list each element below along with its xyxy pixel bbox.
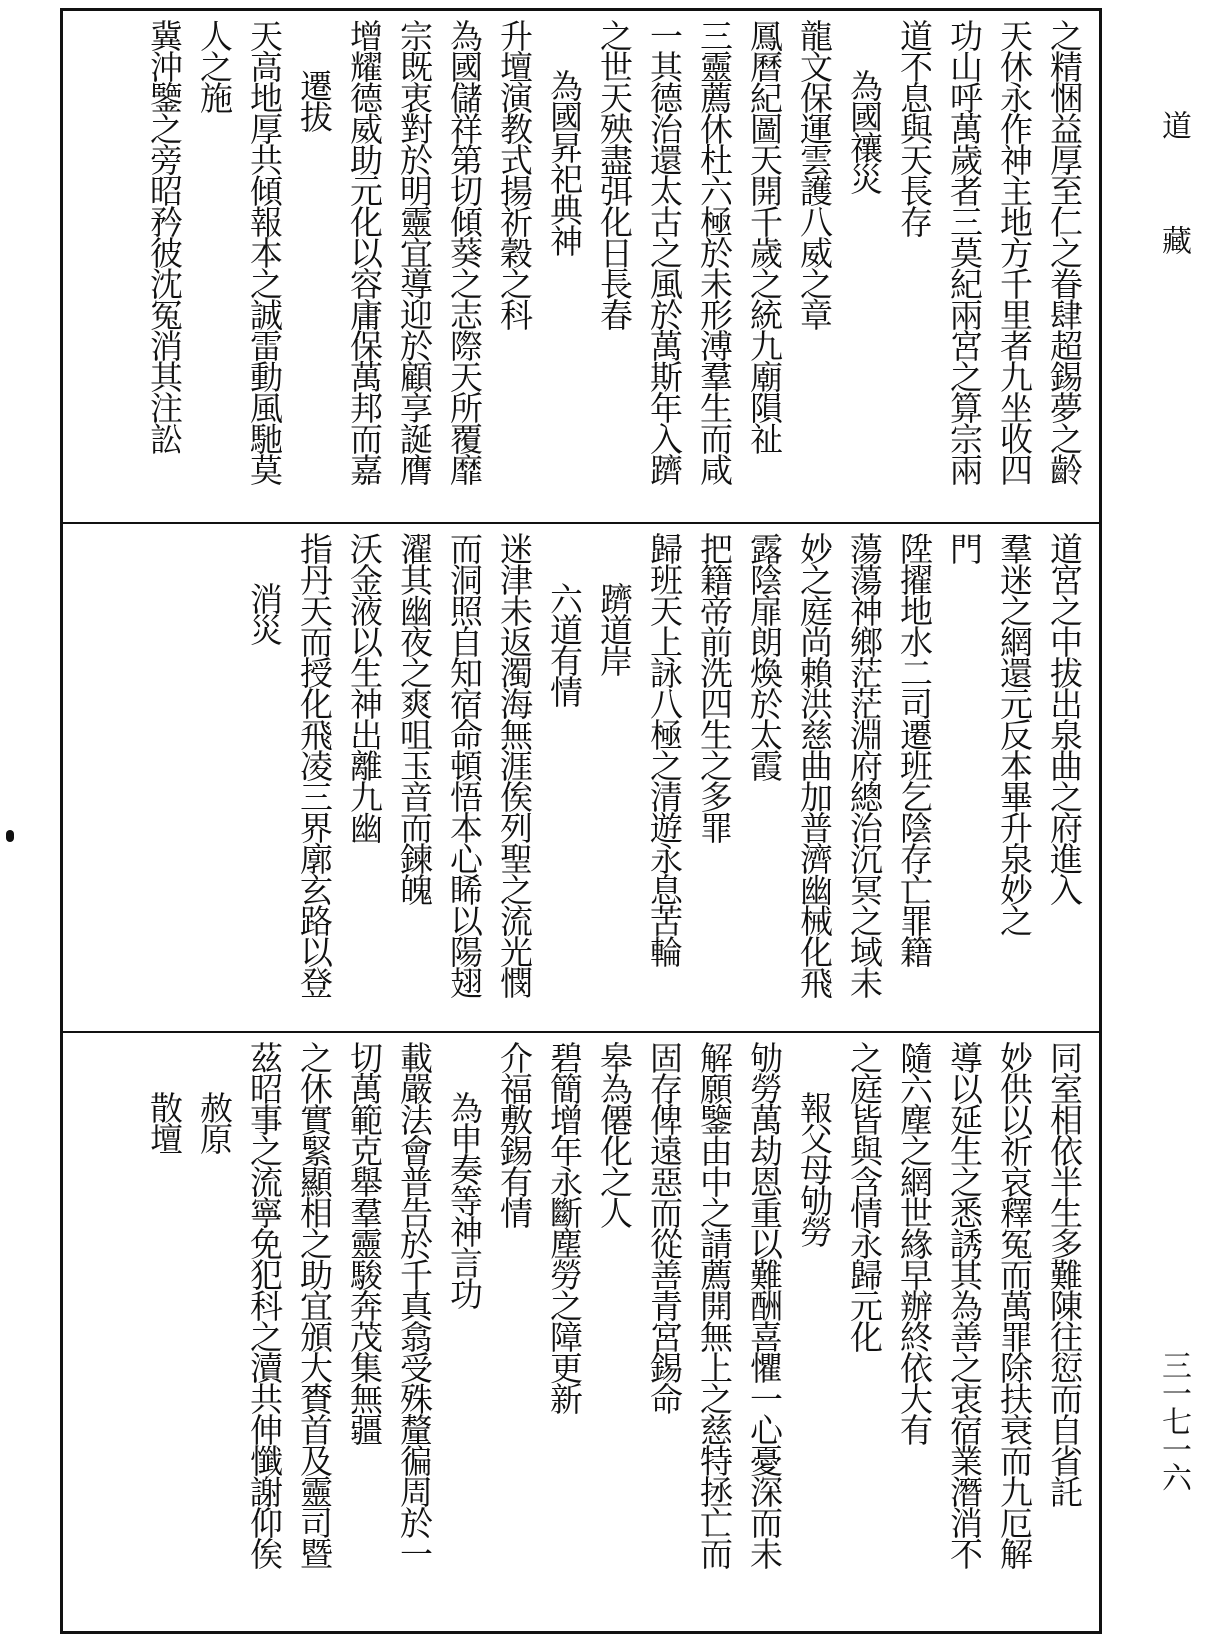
band1-column: 為國昇祀典神 [545, 69, 584, 255]
margin-title-bottom: 藏 [1156, 225, 1191, 257]
band1-column: 之世天殃盡弭化日長春 [595, 19, 634, 329]
band3-column: 赦原 [195, 1091, 234, 1153]
band1-column: 鳳曆紀圖天開千歲之統九廟隕祉 [745, 19, 784, 453]
band3-column: 固存俾遠惡而從善青宮錫命 [645, 1041, 684, 1413]
band3-column: 茲昭事之流寧免犯科之瀆共伸懺謝仰俟 [245, 1041, 284, 1568]
band3-column: 之庭皆與含情永歸元化 [845, 1041, 884, 1351]
band2-column: 躋道岸 [595, 582, 634, 675]
band2-column: 六道有情 [545, 582, 584, 706]
band2-column: 道宮之中拔出泉曲之府進入 [1045, 532, 1084, 904]
band3-column: 碧簡增年永斷塵勞之障更新 [545, 1041, 584, 1413]
band2-column: 陞擢地水二司遷班乞陰存亡罪籍 [895, 532, 934, 966]
text-band-bottom [63, 1031, 1099, 1633]
band2-column: 消災 [245, 582, 284, 644]
band1-column: 三靈薦休杜六極於未形溥羣生而咸 [695, 19, 734, 484]
band1-column: 天高地厚共傾報本之誠雷動風馳莫 [245, 19, 284, 484]
band3-column: 散壇 [145, 1091, 184, 1153]
band2-column: 指丹天而授化飛凌三界廓玄路以登 [295, 532, 334, 997]
band3-column: 之休實緊顯相之助宜頒大賚首及靈司暨 [295, 1041, 334, 1568]
band1-column: 遷拔 [295, 69, 334, 131]
band1-column: 為國禳災 [845, 69, 884, 193]
band3-column: 載嚴法會普告於千真翕受殊釐徧周於一 [395, 1041, 434, 1568]
band3-column: 報父母劬勞 [795, 1091, 834, 1246]
band1-column: 為國儲祥第切傾葵之志際天所覆靡 [445, 19, 484, 484]
band2-column: 濯其幽夜之爽咀玉音而鍊魄 [395, 532, 434, 904]
band3-column: 介福敷錫有情 [495, 1041, 534, 1227]
band3-column: 皋為僊化之人 [595, 1041, 634, 1227]
band3-column: 同室相依半生多難陳往愆而自省託 [1045, 1041, 1084, 1506]
band3-columns [75, 1041, 1087, 1625]
band3-column: 隨六塵之網世緣早辦終依大有 [895, 1041, 934, 1444]
band1-column: 升壇演教式揚祈穀之科 [495, 19, 534, 329]
ink-spot [6, 830, 14, 842]
band3-column: 切萬範克舉羣靈駿奔茂集無疆 [345, 1041, 384, 1444]
band1-column: 增耀德威助元化以容庸保萬邦而嘉 [345, 19, 384, 484]
band1-column: 冀沖鑒之旁昭矜彼沈冤消其注訟 [145, 19, 184, 453]
band2-column: 蕩蕩神鄉茫茫淵府總治沉冥之域未 [845, 532, 884, 997]
band2-columns [75, 532, 1087, 1025]
band2-column: 而洞照自知宿命頓悟本心睎以陽翅 [445, 532, 484, 997]
band1-column: 功山呼萬歲者三莫紀兩宮之算宗兩 [945, 19, 984, 484]
band1-column: 人之施 [195, 19, 234, 112]
band2-column: 露陰扉朗煥於太霞 [745, 532, 784, 780]
margin-title-top: 道 [1156, 110, 1191, 142]
band2-column: 妙之庭尚賴洪慈曲加普濟幽械化飛 [795, 532, 834, 997]
band1-column: 龍文保運雲護八威之章 [795, 19, 834, 329]
band2-column: 沃金液以生神出離九幽 [345, 532, 384, 842]
band2-column: 門 [945, 532, 984, 563]
band3-column: 解願鑒由中之請薦開無上之慈特拯亡而 [695, 1041, 734, 1568]
band1-column: 道不息與天長存 [895, 19, 934, 236]
text-band-top [63, 11, 1099, 522]
band1-columns [75, 19, 1087, 514]
band3-column: 劬勞萬劫恩重以難酬喜懼一心憂深而未 [745, 1041, 784, 1568]
band2-column: 迷津未返濁海無涯俟列聖之流光憫 [495, 532, 534, 997]
band3-column: 妙供以祈哀釋冤而萬罪除扶衰而九厄解 [995, 1041, 1034, 1568]
band2-column: 歸班天上詠八極之清遊永息苦輪 [645, 532, 684, 966]
band3-column: 導以延生之悉誘其為善之衷宿業潛消不 [945, 1041, 984, 1568]
band1-column: 之精悃益厚至仁之眷肆超錫夢之齡 [1045, 19, 1084, 484]
text-band-middle [63, 522, 1099, 1033]
band1-column: 天休永作神主地方千里者九坐收四 [995, 19, 1034, 484]
margin-page-number: 三一七一六 [1156, 1350, 1191, 1490]
band3-column: 為申奏等神言功 [445, 1091, 484, 1308]
page-frame [60, 8, 1102, 1634]
band1-column: 一其德治還太古之風於萬斯年入躋 [645, 19, 684, 484]
band1-column: 宗既衷對於明靈宜導迎於顧享誕膺 [395, 19, 434, 484]
band2-column: 羣迷之網還元反本畢升泉妙之 [995, 532, 1034, 935]
band2-column: 把籍帝前洗四生之多罪 [695, 532, 734, 842]
